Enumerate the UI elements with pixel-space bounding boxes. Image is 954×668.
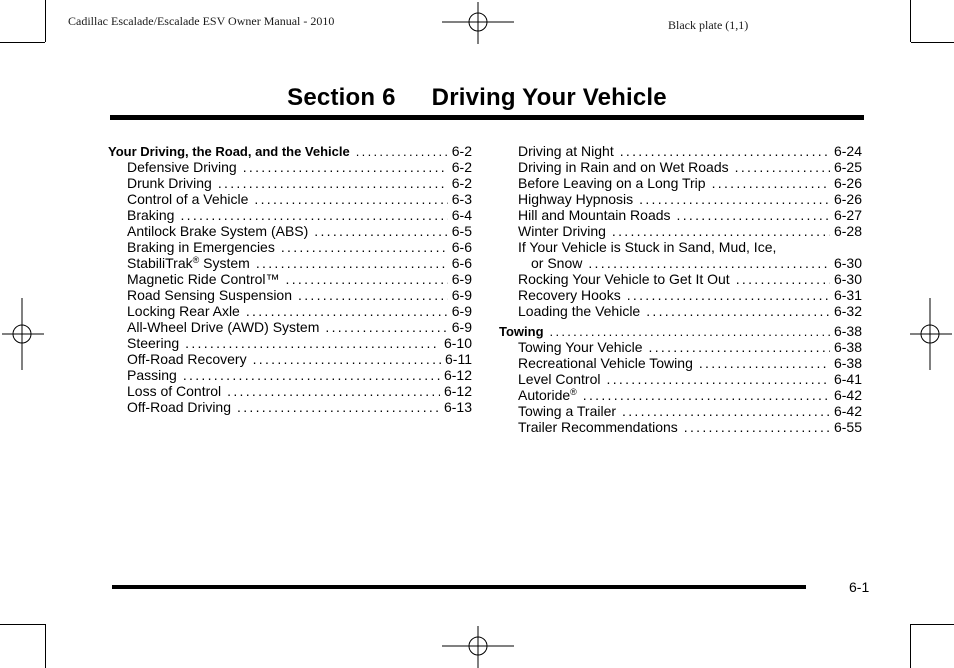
toc-entry-text: Trailer Recommendations — [518, 419, 678, 435]
dot-leader — [286, 271, 448, 287]
toc-entry-label — [127, 239, 275, 255]
registration-mark-icon — [2, 298, 44, 370]
dot-leader — [180, 207, 447, 223]
section-name: Driving Your Vehicle — [431, 84, 667, 111]
dot-leader — [227, 383, 440, 399]
dot-leader — [649, 339, 830, 355]
toc-entry[interactable] — [108, 175, 472, 191]
toc-entry-label — [518, 223, 606, 239]
toc-column-right — [499, 143, 862, 435]
dot-leader — [314, 223, 447, 239]
toc-page-number: 6-9 — [451, 271, 472, 287]
dot-leader — [254, 191, 447, 207]
toc-entry-label — [518, 271, 730, 287]
dot-leader — [237, 399, 440, 415]
dot-leader — [325, 319, 447, 335]
toc-entry-label — [127, 207, 174, 223]
toc-page-number: 6-27 — [833, 207, 862, 223]
crop-mark — [910, 624, 911, 668]
toc-entry[interactable] — [499, 239, 862, 255]
toc-entry-label — [531, 255, 582, 271]
dot-leader — [243, 159, 448, 175]
toc-entry[interactable] — [499, 207, 862, 223]
toc-entry-text: All-Wheel Drive (AWD) System — [127, 319, 320, 335]
toc-page-number: 6-26 — [833, 191, 862, 207]
toc-entry-label — [518, 419, 678, 435]
toc-page-number: 6-12 — [443, 367, 472, 383]
toc-page-number: 6-32 — [833, 303, 862, 319]
toc-entry-text: Autoride — [518, 387, 571, 403]
toc-entry[interactable] — [108, 399, 472, 415]
dot-leader — [622, 403, 830, 419]
toc-entry-text: Driving at Night — [518, 143, 614, 159]
dot-leader — [185, 335, 440, 351]
toc-page-number: 6-38 — [833, 323, 862, 339]
toc-page-number: 6-9 — [451, 303, 472, 319]
toc-entry-text: Loss of Control — [127, 383, 222, 399]
dot-leader — [550, 324, 830, 340]
toc-entry-text: Level Control — [518, 371, 601, 387]
toc-entry[interactable] — [108, 383, 472, 399]
toc-entry-text: Magnetic Ride Control™ — [127, 271, 280, 287]
print-header-plate: Black plate (1,1) — [668, 18, 749, 32]
registration-mark-icon — [442, 626, 514, 668]
toc-entry-label — [127, 399, 231, 415]
dot-leader — [218, 175, 448, 191]
toc-page-number: 6-6 — [451, 255, 472, 271]
toc-entry-text: Antilock Brake System (ABS) — [127, 223, 309, 239]
toc-entry-text: Passing — [127, 367, 177, 383]
toc-entry-text: Drunk Driving — [127, 175, 212, 191]
toc-page-number: 6-2 — [451, 143, 472, 159]
section-title — [0, 84, 954, 112]
toc-entry-label — [518, 175, 706, 191]
toc-entry-text: Road Sensing Suspension — [127, 287, 293, 303]
toc-entry-text: Towing — [499, 324, 544, 339]
toc-column-left — [108, 143, 472, 415]
toc-heading[interactable] — [499, 323, 862, 339]
dot-leader — [256, 255, 448, 271]
toc-entry-label — [518, 287, 621, 303]
toc-entry-text: Before Leaving on a Long Trip — [518, 175, 706, 191]
toc-entry-text: Defensive Driving — [127, 159, 237, 175]
toc-entry[interactable] — [499, 175, 862, 191]
crop-mark — [910, 0, 911, 42]
toc-page-number: 6-41 — [833, 371, 862, 387]
toc-entry[interactable] — [108, 271, 472, 287]
toc-entry-label — [518, 159, 729, 175]
toc-entry-text: If Your Vehicle is Stuck in Sand, Mud, Ice, — [518, 239, 777, 255]
toc-page-number: 6-5 — [451, 223, 472, 239]
dot-leader — [639, 191, 830, 207]
toc-page-number: 6-3 — [451, 191, 472, 207]
toc-entry-text-suffix: System — [199, 255, 250, 271]
toc-page-number: 6-9 — [451, 319, 472, 335]
toc-entry-text: Loading the Vehicle — [518, 303, 641, 319]
toc-entry-label — [127, 159, 237, 175]
toc-entry-text: StabiliTrak — [127, 255, 193, 271]
toc-entry[interactable] — [499, 223, 862, 239]
toc-page-number: 6-42 — [833, 387, 862, 403]
toc-entry-label — [127, 175, 212, 191]
registered-mark: ® — [192, 255, 200, 265]
dot-leader — [612, 223, 830, 239]
toc-entry[interactable] — [499, 339, 862, 355]
toc-page-number: 6-11 — [445, 351, 472, 367]
toc-page-number: 6-13 — [443, 399, 472, 415]
toc-entry-text: Winter Driving — [518, 223, 606, 239]
toc-entry-label — [127, 287, 292, 303]
toc-entry-label — [518, 339, 643, 355]
toc-entry-label — [518, 239, 776, 255]
toc-entry[interactable] — [108, 159, 472, 175]
crop-mark — [45, 0, 46, 42]
section-number: Section 6 — [287, 84, 396, 111]
toc-page-number: 6-26 — [833, 175, 862, 191]
toc-entry[interactable] — [108, 239, 472, 255]
toc-entry[interactable] — [499, 403, 862, 419]
toc-entry[interactable] — [499, 191, 862, 207]
toc-entry[interactable] — [499, 143, 862, 159]
registration-mark-icon — [910, 298, 952, 370]
dot-leader — [684, 419, 830, 435]
toc-entry-text: Rocking Your Vehicle to Get It Out — [518, 271, 730, 287]
dot-leader — [627, 287, 830, 303]
toc-entry-label — [127, 367, 177, 383]
toc-entry-label — [127, 303, 240, 319]
toc-entry[interactable] — [108, 191, 472, 207]
toc-entry-text: Towing a Trailer — [518, 403, 617, 419]
registered-mark: ® — [570, 387, 577, 397]
toc-entry-label — [108, 144, 350, 160]
toc-page-number: 6-42 — [833, 403, 862, 419]
toc-entry-label — [127, 271, 280, 287]
toc-entry-text: Recreational Vehicle Towing — [518, 355, 693, 371]
toc-entry[interactable] — [108, 303, 472, 319]
toc-page-number: 6-38 — [833, 339, 862, 355]
toc-page-number: 6-12 — [443, 383, 472, 399]
toc-entry-label — [518, 143, 614, 159]
dot-leader — [607, 371, 830, 387]
toc-entry-label — [127, 255, 250, 271]
toc-entry-label — [518, 207, 671, 223]
toc-entry[interactable] — [108, 287, 472, 303]
dot-leader — [677, 207, 830, 223]
toc-page-number: 6-30 — [833, 271, 862, 287]
toc-entry[interactable] — [108, 335, 472, 351]
toc-entry-label — [127, 191, 248, 207]
toc-entry[interactable] — [108, 255, 472, 271]
toc-entry-label — [499, 324, 544, 340]
toc-entry-label — [518, 403, 616, 419]
toc-entry-label — [127, 351, 247, 367]
toc-entry-text: Off-Road Driving — [127, 399, 232, 415]
dot-leader — [735, 159, 830, 175]
toc-entry-label — [127, 335, 179, 351]
toc-entry[interactable] — [499, 271, 862, 287]
toc-page-number: 6-6 — [451, 239, 472, 255]
toc-entry-text: Recovery Hooks — [518, 287, 621, 303]
toc-page-number: 6-2 — [451, 159, 472, 175]
dot-leader — [736, 271, 830, 287]
toc-entry-text: or Snow — [531, 255, 583, 271]
toc-entry-label — [127, 383, 221, 399]
toc-heading[interactable] — [108, 143, 472, 159]
toc-entry-text: Towing Your Vehicle — [518, 339, 643, 355]
toc-entry[interactable] — [499, 355, 862, 371]
toc-entry-text: Your Driving, the Road, and the Vehicle — [108, 144, 350, 159]
toc-entry-text: Driving in Rain and on Wet Roads — [518, 159, 729, 175]
toc-page-number: 6-30 — [833, 255, 862, 271]
toc-page-number: 6-38 — [833, 355, 862, 371]
crop-mark — [45, 624, 46, 668]
dot-leader — [183, 367, 440, 383]
crop-mark — [0, 624, 45, 625]
toc-entry[interactable] — [108, 351, 472, 367]
crop-mark — [0, 42, 45, 43]
toc-entry-label — [518, 355, 693, 371]
toc-page-number: 6-9 — [451, 287, 472, 303]
dot-leader — [620, 143, 830, 159]
toc-page-number: 6-28 — [833, 223, 862, 239]
toc-entry[interactable] — [108, 367, 472, 383]
dot-leader — [646, 303, 830, 319]
toc-page-number: 6-24 — [833, 143, 862, 159]
toc-entry-label — [127, 319, 319, 335]
toc-entry[interactable] — [499, 387, 862, 403]
dot-leader — [298, 287, 448, 303]
toc-entry[interactable] — [108, 207, 472, 223]
toc-entry[interactable] — [499, 159, 862, 175]
registration-mark-icon — [442, 2, 514, 44]
toc-entry-label — [518, 371, 601, 387]
toc-entry-text: Hill and Mountain Roads — [518, 207, 671, 223]
toc-entry-text: Braking in Emergencies — [127, 239, 275, 255]
dot-leader — [588, 255, 830, 271]
toc-entry-text: Off-Road Recovery — [127, 351, 247, 367]
dot-leader — [699, 355, 830, 371]
toc-entry-text: Control of a Vehicle — [127, 191, 249, 207]
toc-entry-text: Braking — [127, 207, 175, 223]
page-number: 6-1 — [849, 579, 870, 595]
toc-page-number: 6-31 — [833, 287, 862, 303]
dot-leader — [253, 351, 441, 367]
toc-page-number: 6-55 — [833, 419, 862, 435]
crop-mark — [911, 624, 954, 625]
toc-entry[interactable] — [499, 371, 862, 387]
toc-page-number: 6-25 — [833, 159, 862, 175]
toc-entry[interactable] — [499, 419, 862, 435]
toc-entry-text: Steering — [127, 335, 180, 351]
toc-entry-label — [518, 387, 577, 403]
toc-page-number: 6-10 — [443, 335, 472, 351]
toc-entry-text: Highway Hypnosis — [518, 191, 634, 207]
toc-entry-label — [518, 303, 640, 319]
crop-mark — [911, 42, 954, 43]
dot-leader — [281, 239, 448, 255]
toc-entry[interactable] — [499, 287, 862, 303]
print-header-title: Cadillac Escalade/Escalade ESV Owner Manual - 2010 — [68, 14, 335, 28]
toc-page-number: 6-2 — [451, 175, 472, 191]
title-rule — [110, 115, 864, 120]
footer-rule — [112, 585, 806, 589]
toc-entry-label — [518, 191, 633, 207]
dot-leader — [246, 303, 448, 319]
toc-entry[interactable] — [108, 223, 472, 239]
toc-entry[interactable] — [499, 303, 862, 319]
toc-entry-label — [127, 223, 308, 239]
toc-entry[interactable] — [499, 255, 862, 271]
toc-entry[interactable] — [108, 319, 472, 335]
toc-entry-text: Locking Rear Axle — [127, 303, 240, 319]
dot-leader — [712, 175, 830, 191]
dot-leader — [356, 144, 448, 160]
dot-leader — [583, 387, 830, 403]
toc-page-number: 6-4 — [451, 207, 472, 223]
